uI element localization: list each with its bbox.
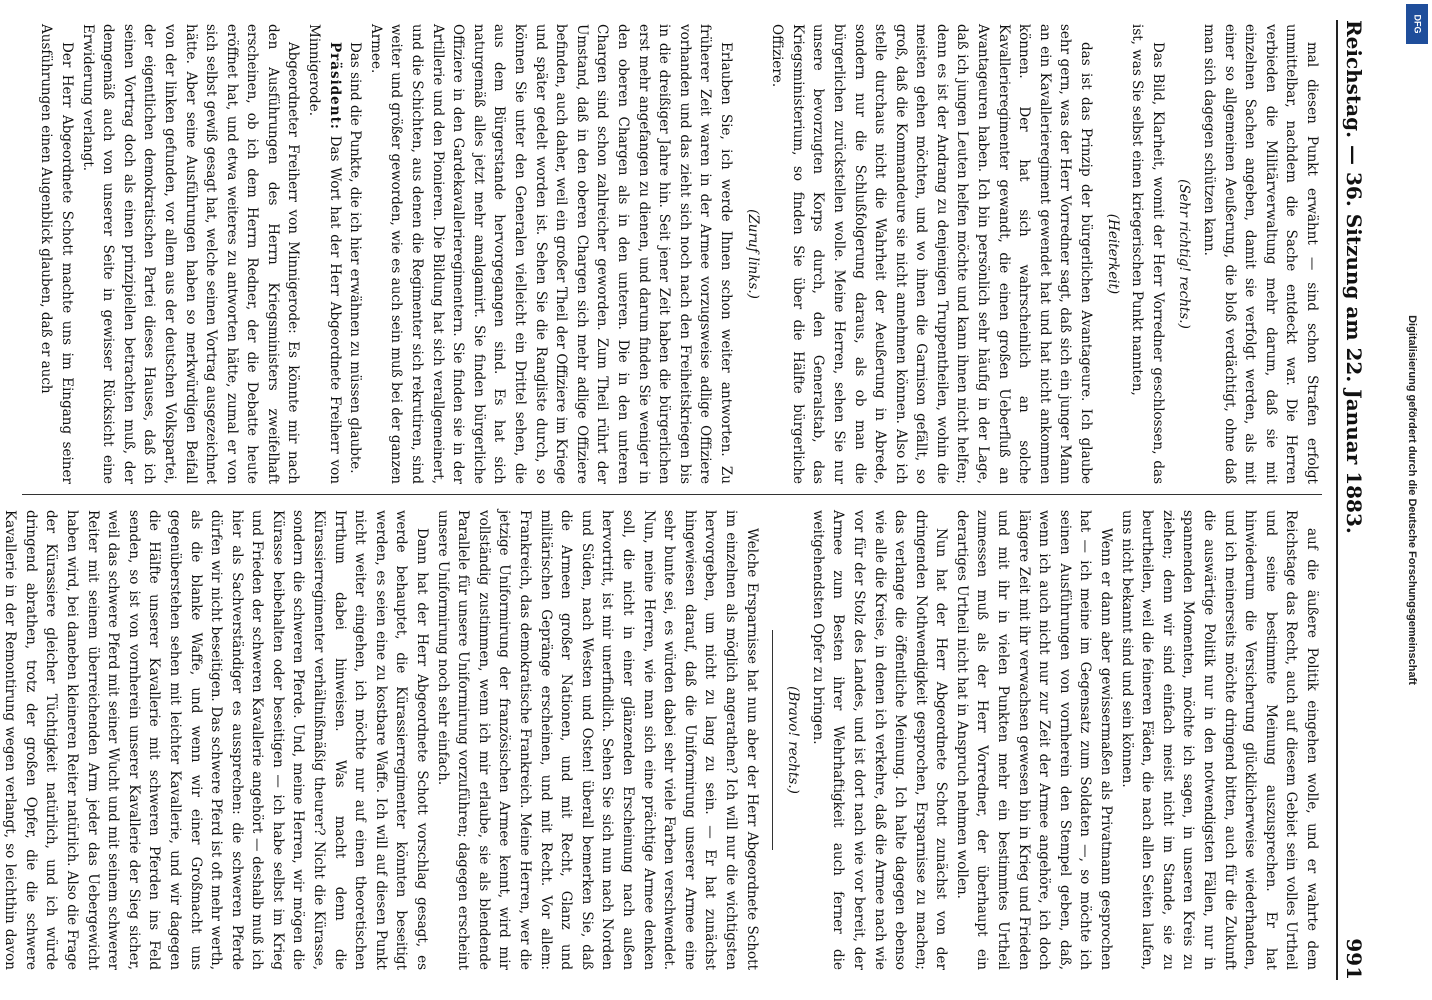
paragraph: das ist das Prinzip der bürgerlichen Avantageure. Ich glaube sehr gern, was der Herr Vorredner sagt, daß sich ein junger Mann an ein Kavallerieregiment gewendet hat und hat nicht ankommen können. Der hat sich wahrscheinlich an solche Kavallerieregimenter gewandt, die einen großen Ueberfluß an Avantageuren haben. Ich bin persönlich sehr häufig in der Lage, daß ich jungen Leuten helfen möchte und kann ihnen nicht helfen; denn es ist der Andrang zu denjenigen Truppentheilen, wohin die meisten gehen möchten, und wo ihnen die Garnison gefällt, so groß, daß die Kommandeure sie nicht annehmen können. Also ich stelle durchaus nicht die Wahrheit der Aeußerung in Abrede, sondern nur die Schlußfolgerung daraus, als ob man die bürgerlichen zurückstellen wolle. Meine Herren, sehen Sie nur unsere bevorzugten Korps durch, den Generalstab, das Kriegsministerium, so finden Sie über die Hälfte bürgerliche Offiziere. [769, 24, 1095, 484]
paragraph: Das Bild, Klarheit, womit der Herr Vorredner geschlossen, das ist, was Sie selbst einen kriegerischen Punkt nannten, [1129, 24, 1166, 484]
dfg-logo [1406, 4, 1428, 44]
digitization-credit [1392, 0, 1432, 1000]
running-head: Reichstag. — 36. Sitzung am 22. Januar 1883. [1342, 20, 1366, 534]
paragraph: Nun hat der Herr Abgeordnete Schott zunächst von der dringenden Nothwendigkeit gesprochen, Ersparnisse zu machen; das verlange die öffentliche Meinung. Ich halte dagegen ebenso wie alle die Kreise, in denen ich verkehre, daß die Armee nach wie vor für der Stolz des Landes, und ist dort nach wie vor bereit, der Armee zum Besten ihrer Wehrhaftigkeit auch ferner die weitgehendsten Opfer zu bringen. [809, 510, 950, 970]
president-text: Das Wort hat der Herr Abgeordnete Freiherr von Minnigerode. [306, 24, 343, 484]
paragraph: Welche Ersparnisse hat nun aber der Herr Abgeordnete Schott im einzelnen als möglich angerathen? Ich will nur die wichtigsten hervorgeben, um nicht zu lang zu sein. — Er hat zunächst hingewiesen darauf, daß die Uniformirung unserer Armee eine sehr bunte sei, es würden dabei sehr viele Farben verschwendet. Nun, meine Herren, wie man sich eine prächtige Armee denken soll, die nicht in einer glänzenden Erscheinung nach außen hervortritt, ist mir unerfindlich. Sehen Sie sich nun nach Norden und Süden, nach Westen und Osten! überall bemerken Sie, daß die Armeen großer Nationen, und mit Recht, Glanz und militärischen Gepränge erscheinen, und mit Recht. Vor allem: Frankreich, das demokratische Frankreich. Meine Herren, wer die jetzige Uniformirung der französischen Armee kennt, wird mir vollständig zustimmen, wenn ich mir erlaube, sie als blendende Parallele für unsere Uniformirung vorzuführen; dagegen erscheint unsere Uniformirung noch sehr einfach. [434, 510, 760, 970]
paragraph: mal diesen Punkt erwähnt — sind schon Strafen erfolgt unmittelbar, nachdem die Sache entdeckt war. Die Herren verbieden die Militärverwaltung mehr darum, daß sie mit einzelnen Sachen angeben, damit sie verfolgt werden, als mit einer so allgemeinen Aeußerung, die bloß verdächtigt, ohne daß man sich dagegen schützen kann. [1201, 24, 1320, 484]
text-column-left [36, 24, 1322, 484]
credit-text: Digitalisierung gefördert durch die Deutsche Forschungsgemeinschaft [1406, 315, 1418, 685]
dfg-logo-text: DFG [1412, 14, 1422, 34]
president-statement [304, 24, 345, 484]
page-header [1336, 20, 1372, 980]
paragraph: auf die äußere Politik eingehen wolle, und er wahrte dem Reichstage das Recht, auch auf diesem Gebiet sein volles Urtheil und seine bestimmte Meinung auszusprechen. Er hat hinwiederum die Versicherung glücklicherweise wiederhanden, und ich meinerseits möchte dringend bitten, auch für die Zukunft die auswärtige Politik nur in den notwendigsten Fällen, nur in spannenden Momenten, möchte ich sagen, in unseren Kreis zu ziehen; denn wir sind einfach meist nicht im Stande, sie zu beurtheilen, weil die feineren Fäden, die nach allen Seiten laufen, uns nicht bekannt sind und sein können. [1118, 510, 1320, 970]
section-rule [772, 630, 773, 850]
president-label: Präsident: [326, 42, 343, 130]
text-column-right [0, 510, 1322, 970]
paragraph: Erlauben Sie, ich werde Ihnen schon weiter antworten. Zu früherer Zeit waren in der Armee vorzugsweise adlige Offiziere vorhanden und das zieht sich noch nach den Freiheitskriegen bis in die dreißiger Jahre hin. Seit jener Zeit haben die bürgerlichen erst mehr angefangen zu dienen, und darum finden Sie weniger in den oberen Chargen als in den unteren. Die in den unteren Chargen sind schon zahlreicher geworden. Zum Theil rührt der Umstand, daß in den oberen Chargen sich mehr adlige Offiziere befinden, auch daher, weil ein großer Theil der Offiziere im Kriege und später gedelt worden ist. Sehen Sie die Rangliste durch, so können Sie unter den Generalen vielleicht ein Drittel sehen, die aus dem Bürgerstande hervorgegangen sind. Es hat sich naturgemäß alles jetzt mehr amalgamirt. Sie finden bürgerliche Offiziere in den Gardekavallerieregimentern. Sie finden sie in der Artillerie und den Pionieren. Die Bildung hat sich verallgemeinert, und die Schichten, aus denen die Regimenter sich rekrutiren, sind weiter und größer geworden, wie es auch sein muß bei der ganzen Armee. [367, 24, 734, 484]
page-number: 991 [1342, 938, 1366, 980]
paragraph: Der Herr Abgeordnete Schott machte uns im Eingang seiner Ausführungen einen Augenblick glauben, daß er auch [38, 24, 75, 484]
paragraph: Wenn er dann aber gewissermaßen als Privatmann gesprochen hat — ich meine im Gegensatz zum Soldaten —, so möchte ich seinen Ausführungen von vornherein den Stempel geben, daß, wenn ich auch nicht nur zur Zeit der Armee angehöre, ich doch längere Zeit mit ihr verwachsen gewesen bin in Krieg und Frieden und mit ihr in vielen Punkten mehr ein bestimmtes Urtheil zumessen muß als der Herr Vorredner, der überhaupt ein derartiges Urtheil nicht hat in Anspruch nehmen wollen. [953, 510, 1115, 970]
interjection: (Zuruf links.) [744, 209, 761, 299]
interjection: (Sehr richtig! rechts.) [1176, 179, 1193, 329]
interjection: (Heiterkeit) [1104, 213, 1121, 295]
paragraph: Abgeordneter Freiherr von Minnigerode: Es könnte mir nach den Ausführungen des Herrn Kriegsministers zweifelhaft erscheinen, ob ich dem Herrn Redner, der die Debatte heute eröffnet hat, und etwa weiteres zu antworten hätte, zumal er von sich selbst gewiß gesagt hat, welche seinen Vortrag ausgezeichnet hätte. Aber seine Ausführungen haben so merkwürdigen Beifall von der linken gefunden, vor allem aus der deutschen Volkspartei, der eigentlichen demokratischen Partei dieses Hauses, daß ich seinen Vortrag doch als einen prinzipiellen betrachten muß, der demgemäß auch von unserer Seite in gewisser Rücksicht eine Erwiderung verlangt. [79, 24, 302, 484]
interjection: (Bravo! rechts.) [785, 686, 802, 794]
paragraph: Dann hat der Herr Abgeordnete Schott vorschlag gesagt, es werde behauptet, die Kürassierregimenter könnten beseitigt werden, es seien eine zu kostbare Waffe. Ich will auf diesen Punkt nicht weiter eingehen, ich möchte nur auf einen theoretischen Irrthum dabei hinweisen. Was macht denn die Kürassierregimenter verhältnißmäßig theurer? Nicht die Kürasse, sondern die schweren Pferde. Und, meine Herren, wir mögen die Kürasse beibehalten oder beseitigen — ich habe selbst im Krieg und Frieden der schweren Kavallerie angehört — deshalb muß ich hier als Sachverständiger es aussprechen: die schweren Pferde dürfen wir nicht beseitigen. Das schwere Pferd ist oft mehr werth, als die blanke Waffe, und wenn wir einer Großmacht uns gegenüberstehen sehen mit leichter Kavallerie, und wir dagegen die Hälfte unserer Kavallerie mit schweren Pferden ins Feld senden, so ist von vornherein unserer Kavallerie der Sieg sicher, weil das schwere Pferd mit seiner Wucht und mit seinem schwerer Reiter mit seinem überreichenden Arm jeder das Uebergewicht haben wird, bei daneben kleineren Reiter natürlich. Also die Frage der Kürassiere gleicher Tüchtigkeit natürlich, und ich würde dringend abrathen, trotz der großen Opfer, die die schwere Kavallerie in der Remontirung wegen verlangt, so leichthin davon [2, 510, 431, 970]
paragraph: Das sind die Punkte, die ich hier erwähnen zu müssen glaubte. [347, 42, 364, 474]
column-divider [22, 494, 1322, 495]
